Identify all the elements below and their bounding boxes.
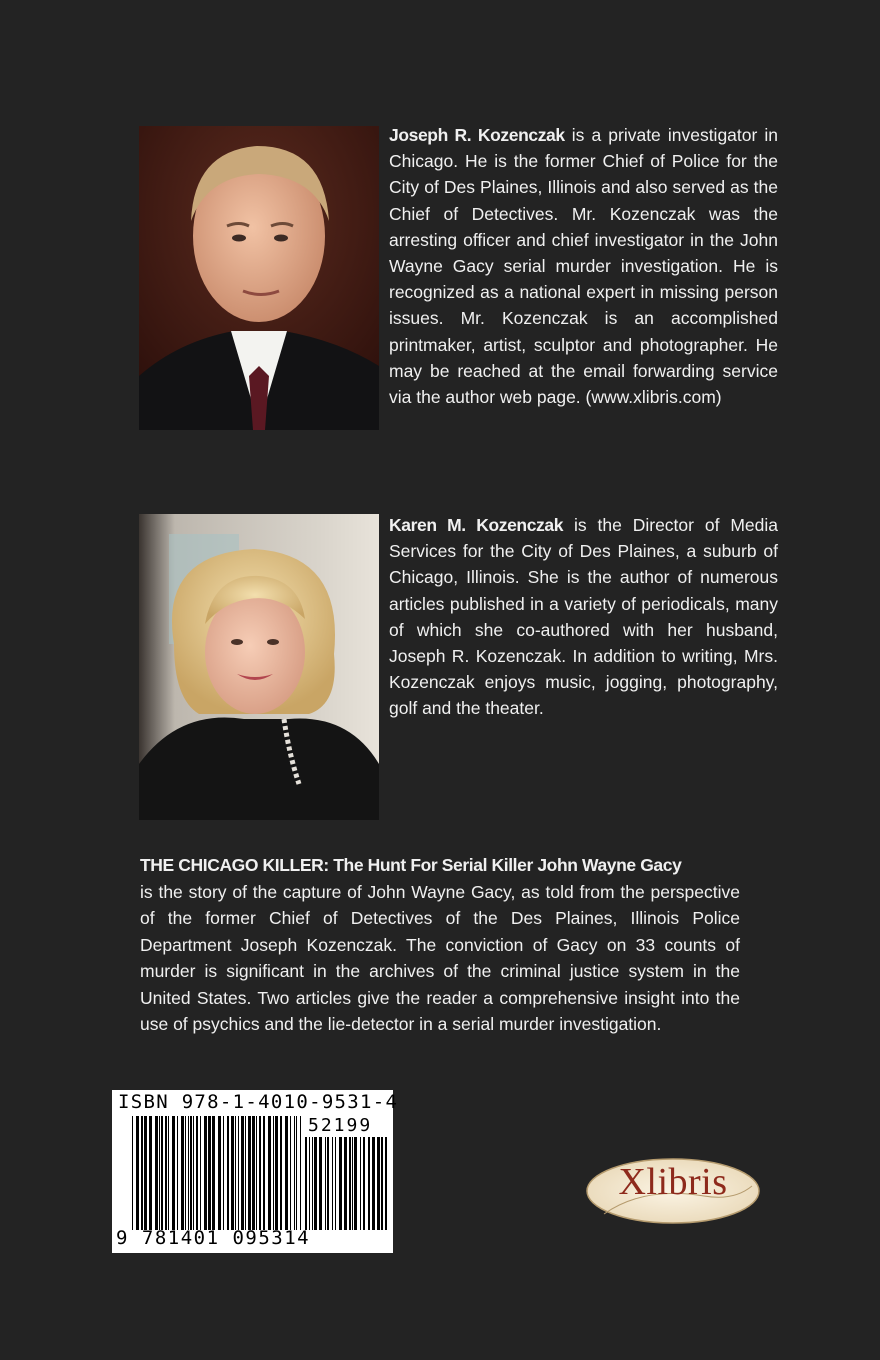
isbn-label: ISBN 978-1-4010-9531-4 bbox=[118, 1091, 399, 1113]
author-photo-joseph bbox=[139, 126, 379, 430]
barcode-bar bbox=[363, 1137, 365, 1230]
barcode-bar bbox=[218, 1116, 221, 1230]
barcode-bar bbox=[155, 1116, 158, 1230]
barcode-bar bbox=[290, 1116, 291, 1230]
author-name-karen: Karen M. Kozenczak bbox=[389, 515, 564, 535]
barcode-bar bbox=[212, 1116, 215, 1230]
publisher-logo-text: Xlibris bbox=[618, 1161, 728, 1203]
author-bio-text-joseph: is a private investigator in Chicago. He is the former Chief of Police for the City of Des Plaines, Illinois and also served as the Chief of Detectives. Mr. Kozenczak was the arresting officer and chief investigator in the John Wayne Gacy serial murder investigation. He is recognized as a national expert in missing person issues. Mr. Kozenczak is an accomplished printmaker, artist, sculptor and photographer. He may be reached at the email forwarding service via the author web page. (www.xlibris.com) bbox=[389, 125, 779, 408]
barcode-bar bbox=[185, 1116, 186, 1230]
barcode-bar bbox=[354, 1137, 357, 1230]
barcode-bar bbox=[256, 1116, 257, 1230]
barcode-bar bbox=[312, 1137, 313, 1230]
barcode-bar bbox=[344, 1137, 347, 1230]
barcode-bar bbox=[280, 1116, 282, 1230]
barcode-bar bbox=[319, 1137, 322, 1230]
barcode-bar bbox=[285, 1116, 288, 1230]
barcode-bar bbox=[245, 1116, 246, 1230]
barcode-bar bbox=[168, 1116, 169, 1230]
author-name-joseph: Joseph R. Kozenczak bbox=[389, 125, 565, 145]
barcode-bar bbox=[241, 1116, 244, 1230]
book-summary-text: is the story of the capture of John Wayne Gacy, as told from the perspective of the former Chief of Detectives of the Des Plaines, Illinois Police Department Joseph Kozenczak. The conviction of Gacy on 33 counts of murder is significant in the archives of the criminal justice system in the United States. Two articles give the reader a comprehensive insight into the use of psychics and the lie-detector in a serial murder investigation. bbox=[140, 881, 740, 1034]
barcode-bar bbox=[200, 1116, 201, 1230]
barcode-digits: 9 781401 095314 bbox=[116, 1227, 311, 1249]
author-photo-karen bbox=[139, 514, 379, 820]
barcode-bar bbox=[294, 1116, 295, 1230]
barcode-bar bbox=[252, 1116, 255, 1230]
barcode-bar bbox=[349, 1137, 351, 1230]
barcode-bar bbox=[172, 1116, 175, 1230]
barcode-bar bbox=[275, 1116, 278, 1230]
barcode-bar bbox=[208, 1116, 211, 1230]
barcode-bar bbox=[377, 1137, 380, 1230]
barcode-bar bbox=[161, 1116, 163, 1230]
barcode-bar bbox=[352, 1137, 353, 1230]
barcode-bar bbox=[309, 1137, 310, 1230]
price-code: 52199 bbox=[308, 1115, 373, 1136]
barcode-bar bbox=[188, 1116, 189, 1230]
barcode-bar bbox=[193, 1116, 194, 1230]
author-bio-joseph bbox=[389, 122, 778, 410]
barcode-bar bbox=[327, 1137, 329, 1230]
barcode-bar bbox=[136, 1116, 139, 1230]
xlibris-logo bbox=[584, 1156, 762, 1226]
barcode-bar bbox=[372, 1137, 375, 1230]
barcode-bar bbox=[177, 1116, 178, 1230]
barcode-bar bbox=[314, 1137, 317, 1230]
barcode-bar bbox=[263, 1116, 265, 1230]
barcode-bars bbox=[132, 1116, 302, 1230]
barcode-bar bbox=[381, 1137, 383, 1230]
barcode-bar bbox=[190, 1116, 192, 1230]
barcode-bar bbox=[223, 1116, 224, 1230]
barcode-bar bbox=[238, 1116, 239, 1230]
barcode-bar bbox=[165, 1116, 167, 1230]
barcode-bar bbox=[268, 1116, 271, 1230]
barcode-bar bbox=[335, 1137, 336, 1230]
barcode-bar bbox=[259, 1116, 261, 1230]
barcode-bar bbox=[296, 1116, 297, 1230]
barcode-bar bbox=[235, 1116, 236, 1230]
barcode-bar bbox=[305, 1137, 307, 1230]
barcode-bar bbox=[159, 1116, 160, 1230]
barcode-bar bbox=[360, 1137, 361, 1230]
barcode-bar bbox=[204, 1116, 207, 1230]
author-bio-text-karen: is the Director of Media Services for the City of Des Plaines, a suburb of Chicago, Illinois. She is the author of numerous articles published in a variety of periodicals, many of which she co-authored with her husband, Joseph R. Kozenczak. In addition to writing, Mrs. Kozenczak enjoys music, jogging, photography, golf and the theater. bbox=[389, 515, 779, 719]
barcode-bar bbox=[132, 1116, 133, 1230]
barcode-bar bbox=[300, 1116, 301, 1230]
isbn-barcode bbox=[112, 1090, 399, 1253]
barcode-bar bbox=[273, 1116, 274, 1230]
barcode-bar bbox=[141, 1116, 143, 1230]
barcode-bar bbox=[231, 1116, 234, 1230]
barcode-bar bbox=[332, 1137, 333, 1230]
author-bio-karen bbox=[389, 512, 778, 722]
barcode-bar bbox=[149, 1116, 152, 1230]
price-barcode-bars bbox=[305, 1137, 387, 1230]
book-title: THE CHICAGO KILLER: The Hunt For Serial Killer John Wayne Gacy bbox=[140, 855, 682, 875]
barcode-bar bbox=[181, 1116, 184, 1230]
barcode-bar bbox=[248, 1116, 251, 1230]
barcode-bar bbox=[227, 1116, 229, 1230]
barcode-bar bbox=[325, 1137, 326, 1230]
book-summary bbox=[140, 852, 740, 1038]
barcode-bar bbox=[368, 1137, 370, 1230]
barcode-bar bbox=[196, 1116, 198, 1230]
barcode-bar bbox=[144, 1116, 147, 1230]
barcode-bar bbox=[339, 1137, 342, 1230]
barcode-bar bbox=[385, 1137, 387, 1230]
